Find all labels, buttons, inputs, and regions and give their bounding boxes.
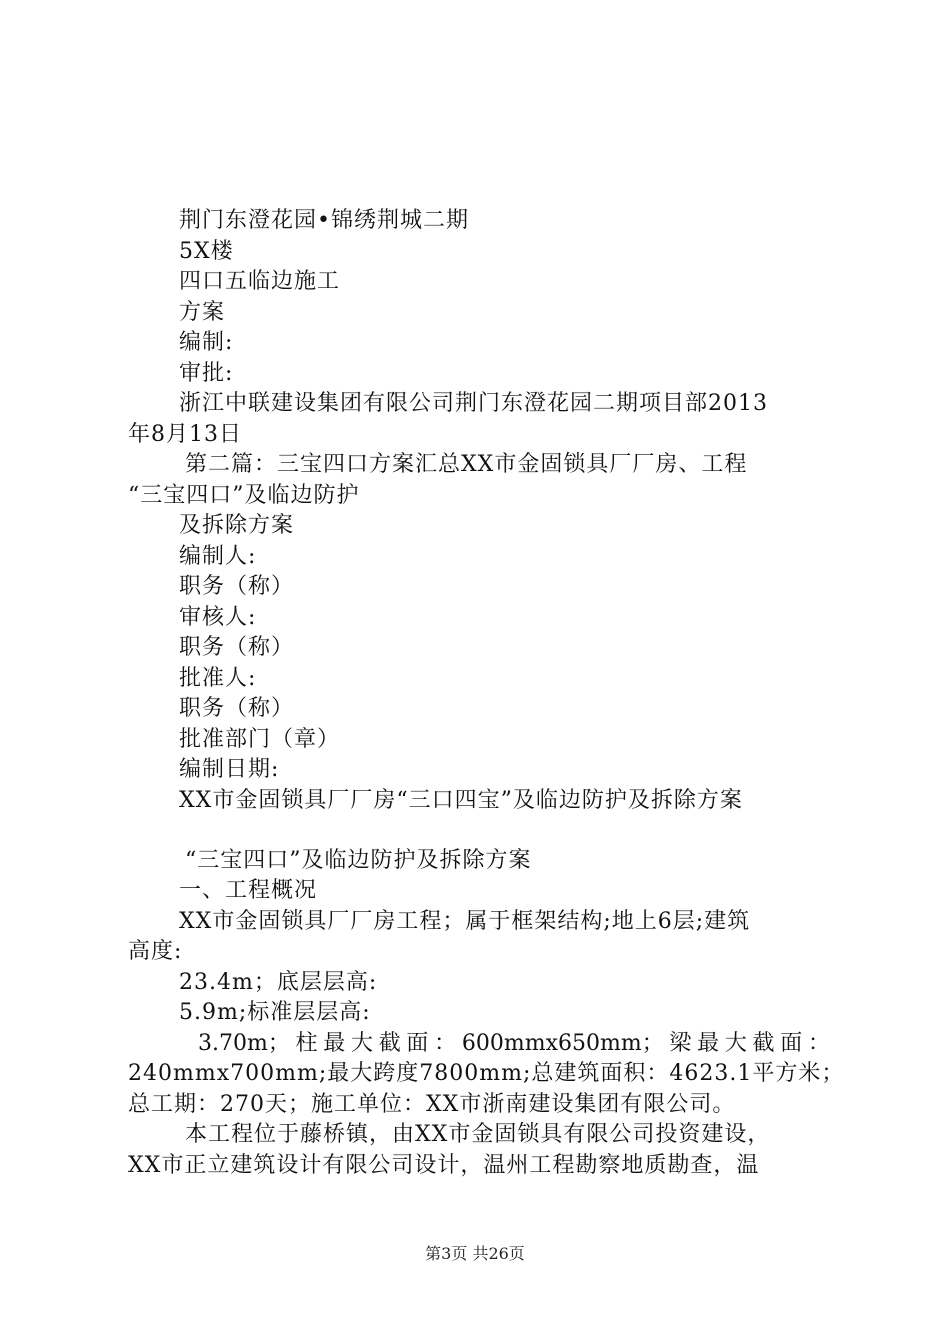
page-number-footer: 第3页 共26页 [425, 1244, 525, 1263]
doc-line-compile-date: 编制日期: [179, 757, 280, 782]
doc-line-chapter-heading-cont: “三宝四口”及临边防护 [128, 483, 360, 508]
doc-line-title: 荆门东澄花园•锦绣荆城二期 [179, 208, 469, 233]
doc-line-overview-heading: 一、工程概况 [179, 878, 318, 903]
doc-line-overview-5: 3.70m；柱最大截面：600mmx650mm；梁最大截面： [198, 1031, 830, 1056]
doc-line-subject: 四口五临边施工 [179, 269, 341, 294]
doc-line-overview-7: 总工期：270天；施工单位：XX市浙南建设集团有限公司。 [128, 1092, 736, 1117]
doc-line-overview-4: 5.9m;标准层层高: [179, 1000, 371, 1025]
doc-line-overview-3: 23.4m；底层层高: [179, 970, 378, 995]
doc-line-building: 5X楼 [179, 239, 234, 264]
doc-line-overview-6: 240mmx700mm;最大跨度7800mm;总建筑面积：4623.1平方米； [128, 1061, 845, 1086]
doc-line-date: 年8月13日 [128, 422, 242, 447]
doc-line-compiler: 编制人: [179, 544, 257, 569]
doc-line-position-3: 职务（称） [179, 696, 295, 721]
doc-line-project-title: XX市金固锁具厂厂房“三口四宝”及临边防护及拆除方案 [179, 788, 743, 813]
doc-line-chapter-heading: 第二篇：三宝四口方案汇总XX市金固锁具厂厂房、工程 [185, 452, 748, 477]
doc-line-approving-dept: 批准部门（章） [179, 727, 341, 752]
doc-line-position-2: 职务（称） [179, 635, 295, 660]
doc-line-overview-1: XX市金固锁具厂厂房工程；属于框架结构;地上6层;建筑 [179, 909, 751, 934]
doc-line-removal-plan: 及拆除方案 [179, 513, 295, 538]
doc-line-section-title: “三宝四口”及临边防护及拆除方案 [185, 848, 532, 873]
doc-line-company: 浙江中联建设集团有限公司荆门东澄花园二期项目部2013 [179, 391, 768, 416]
doc-line-approved: 审批: [179, 361, 234, 386]
doc-line-location-1: 本工程位于藤桥镇，由XX市金固锁具有限公司投资建设， [185, 1122, 771, 1147]
doc-line-location-2: XX市正立建筑设计有限公司设计，温州工程勘察地质勘查，温 [128, 1153, 760, 1178]
doc-line-plan: 方案 [179, 300, 226, 325]
doc-line-reviewer: 审核人: [179, 605, 257, 630]
doc-line-overview-2: 高度: [128, 939, 183, 964]
doc-line-position-1: 职务（称） [179, 574, 295, 599]
doc-line-compiled: 编制: [179, 330, 234, 355]
doc-line-approver: 批准人: [179, 666, 257, 691]
